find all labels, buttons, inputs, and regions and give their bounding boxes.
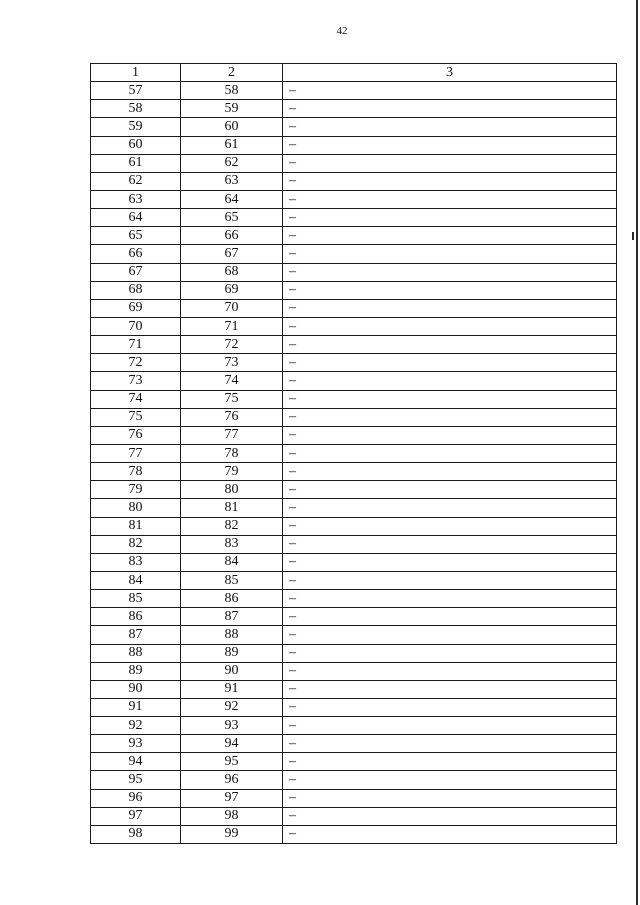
cell-col-1: 74 bbox=[91, 390, 181, 408]
cell-col-3: – bbox=[283, 190, 617, 208]
table-row bbox=[91, 100, 617, 118]
table-row bbox=[91, 426, 617, 444]
table-row bbox=[91, 608, 617, 626]
cell-col-3: – bbox=[283, 717, 617, 735]
table-row bbox=[91, 535, 617, 553]
table-row bbox=[91, 717, 617, 735]
cell-col-3: – bbox=[283, 753, 617, 771]
cell-col-2: 94 bbox=[181, 735, 283, 753]
cell-col-2: 63 bbox=[181, 172, 283, 190]
cell-col-3: – bbox=[283, 590, 617, 608]
cell-col-1: 89 bbox=[91, 662, 181, 680]
cell-col-2: 82 bbox=[181, 517, 283, 535]
cell-col-2: 65 bbox=[181, 209, 283, 227]
cell-col-3: – bbox=[283, 517, 617, 535]
table-row bbox=[91, 209, 617, 227]
table-row bbox=[91, 680, 617, 698]
cell-col-1: 82 bbox=[91, 535, 181, 553]
cell-col-1: 85 bbox=[91, 590, 181, 608]
cell-col-1: 68 bbox=[91, 281, 181, 299]
table-row bbox=[91, 698, 617, 716]
cell-col-2: 81 bbox=[181, 499, 283, 517]
table-row bbox=[91, 571, 617, 589]
table-row bbox=[91, 735, 617, 753]
cell-col-1: 61 bbox=[91, 154, 181, 172]
cell-col-3: – bbox=[283, 807, 617, 825]
page-number: 42 bbox=[336, 25, 348, 37]
cell-col-1: 95 bbox=[91, 771, 181, 789]
cell-col-2: 95 bbox=[181, 753, 283, 771]
cell-col-1: 96 bbox=[91, 789, 181, 807]
cell-col-2: 98 bbox=[181, 807, 283, 825]
cell-col-3: – bbox=[283, 662, 617, 680]
table-header bbox=[91, 64, 617, 82]
table-row bbox=[91, 390, 617, 408]
cell-col-3: – bbox=[283, 535, 617, 553]
cell-col-1: 60 bbox=[91, 136, 181, 154]
cell-col-3: – bbox=[283, 571, 617, 589]
cell-col-1: 92 bbox=[91, 717, 181, 735]
cell-col-3: – bbox=[283, 263, 617, 281]
page-edge-line bbox=[636, 0, 638, 905]
table-row bbox=[91, 263, 617, 281]
cell-col-1: 77 bbox=[91, 444, 181, 462]
cell-col-1: 58 bbox=[91, 100, 181, 118]
cell-col-2: 88 bbox=[181, 626, 283, 644]
cell-col-2: 74 bbox=[181, 372, 283, 390]
cell-col-2: 77 bbox=[181, 426, 283, 444]
table-row bbox=[91, 662, 617, 680]
table-row bbox=[91, 644, 617, 662]
cell-col-2: 72 bbox=[181, 336, 283, 354]
cell-col-2: 64 bbox=[181, 190, 283, 208]
cell-col-1: 87 bbox=[91, 626, 181, 644]
table-row bbox=[91, 771, 617, 789]
cell-col-1: 75 bbox=[91, 408, 181, 426]
cell-col-3: – bbox=[283, 299, 617, 317]
table-row bbox=[91, 825, 617, 843]
cell-col-2: 93 bbox=[181, 717, 283, 735]
cell-col-2: 97 bbox=[181, 789, 283, 807]
cell-col-3: – bbox=[283, 354, 617, 372]
page-edge-mark bbox=[632, 232, 634, 240]
cell-col-1: 78 bbox=[91, 463, 181, 481]
cell-col-2: 62 bbox=[181, 154, 283, 172]
cell-col-1: 65 bbox=[91, 227, 181, 245]
cell-col-3: – bbox=[283, 100, 617, 118]
cell-col-1: 97 bbox=[91, 807, 181, 825]
cell-col-3: – bbox=[283, 825, 617, 843]
cell-col-2: 61 bbox=[181, 136, 283, 154]
cell-col-2: 78 bbox=[181, 444, 283, 462]
cell-col-2: 90 bbox=[181, 662, 283, 680]
table-row bbox=[91, 281, 617, 299]
cell-col-3: – bbox=[283, 209, 617, 227]
cell-col-3: – bbox=[283, 336, 617, 354]
table-row bbox=[91, 372, 617, 390]
cell-col-1: 84 bbox=[91, 571, 181, 589]
table-row bbox=[91, 590, 617, 608]
cell-col-2: 59 bbox=[181, 100, 283, 118]
cell-col-3: – bbox=[283, 82, 617, 100]
cell-col-1: 79 bbox=[91, 481, 181, 499]
cell-col-1: 67 bbox=[91, 263, 181, 281]
cell-col-2: 73 bbox=[181, 354, 283, 372]
table-row bbox=[91, 245, 617, 263]
cell-col-1: 69 bbox=[91, 299, 181, 317]
cell-col-3: – bbox=[283, 680, 617, 698]
cell-col-3: – bbox=[283, 789, 617, 807]
cell-col-3: – bbox=[283, 608, 617, 626]
cell-col-1: 59 bbox=[91, 118, 181, 136]
cell-col-2: 99 bbox=[181, 825, 283, 843]
cell-col-3: – bbox=[283, 154, 617, 172]
cell-col-3: – bbox=[283, 463, 617, 481]
cell-col-3: – bbox=[283, 698, 617, 716]
table-row bbox=[91, 553, 617, 571]
table-row bbox=[91, 517, 617, 535]
cell-col-3: – bbox=[283, 317, 617, 335]
cell-col-3: – bbox=[283, 499, 617, 517]
cell-col-3: – bbox=[283, 771, 617, 789]
table-body bbox=[91, 82, 617, 844]
cell-col-2: 79 bbox=[181, 463, 283, 481]
cell-col-2: 75 bbox=[181, 390, 283, 408]
cell-col-1: 57 bbox=[91, 82, 181, 100]
cell-col-2: 58 bbox=[181, 82, 283, 100]
cell-col-1: 66 bbox=[91, 245, 181, 263]
cell-col-1: 86 bbox=[91, 608, 181, 626]
table-row bbox=[91, 354, 617, 372]
cell-col-3: – bbox=[283, 735, 617, 753]
cell-col-2: 83 bbox=[181, 535, 283, 553]
cell-col-1: 90 bbox=[91, 680, 181, 698]
cell-col-3: – bbox=[283, 426, 617, 444]
table-row bbox=[91, 481, 617, 499]
cell-col-2: 86 bbox=[181, 590, 283, 608]
cell-col-1: 70 bbox=[91, 317, 181, 335]
cell-col-1: 93 bbox=[91, 735, 181, 753]
column-header-3: 3 bbox=[283, 64, 617, 82]
table-row bbox=[91, 154, 617, 172]
cell-col-1: 64 bbox=[91, 209, 181, 227]
cell-col-3: – bbox=[283, 444, 617, 462]
cell-col-2: 85 bbox=[181, 571, 283, 589]
cell-col-1: 71 bbox=[91, 336, 181, 354]
cell-col-2: 71 bbox=[181, 317, 283, 335]
cell-col-3: – bbox=[283, 227, 617, 245]
cell-col-2: 96 bbox=[181, 771, 283, 789]
table-row bbox=[91, 444, 617, 462]
cell-col-1: 62 bbox=[91, 172, 181, 190]
cell-col-2: 69 bbox=[181, 281, 283, 299]
cell-col-1: 94 bbox=[91, 753, 181, 771]
cell-col-3: – bbox=[283, 245, 617, 263]
table-row bbox=[91, 317, 617, 335]
cell-col-2: 91 bbox=[181, 680, 283, 698]
cell-col-1: 73 bbox=[91, 372, 181, 390]
cell-col-2: 80 bbox=[181, 481, 283, 499]
cell-col-1: 76 bbox=[91, 426, 181, 444]
table-row bbox=[91, 82, 617, 100]
cell-col-2: 60 bbox=[181, 118, 283, 136]
cell-col-3: – bbox=[283, 553, 617, 571]
column-header-2: 2 bbox=[181, 64, 283, 82]
cell-col-1: 98 bbox=[91, 825, 181, 843]
cell-col-3: – bbox=[283, 626, 617, 644]
cell-col-2: 92 bbox=[181, 698, 283, 716]
table-row bbox=[91, 807, 617, 825]
data-table bbox=[90, 63, 617, 844]
cell-col-1: 80 bbox=[91, 499, 181, 517]
cell-col-1: 72 bbox=[91, 354, 181, 372]
cell-col-2: 87 bbox=[181, 608, 283, 626]
table-row bbox=[91, 136, 617, 154]
cell-col-1: 88 bbox=[91, 644, 181, 662]
cell-col-2: 67 bbox=[181, 245, 283, 263]
cell-col-3: – bbox=[283, 408, 617, 426]
cell-col-2: 76 bbox=[181, 408, 283, 426]
table-row bbox=[91, 118, 617, 136]
table-row bbox=[91, 190, 617, 208]
table-row bbox=[91, 463, 617, 481]
cell-col-2: 70 bbox=[181, 299, 283, 317]
table-row bbox=[91, 499, 617, 517]
cell-col-3: – bbox=[283, 390, 617, 408]
cell-col-3: – bbox=[283, 136, 617, 154]
table-row bbox=[91, 172, 617, 190]
cell-col-1: 63 bbox=[91, 190, 181, 208]
column-header-1: 1 bbox=[91, 64, 181, 82]
cell-col-2: 89 bbox=[181, 644, 283, 662]
cell-col-1: 91 bbox=[91, 698, 181, 716]
cell-col-3: – bbox=[283, 172, 617, 190]
table-row bbox=[91, 336, 617, 354]
table-row bbox=[91, 299, 617, 317]
table-row bbox=[91, 753, 617, 771]
cell-col-3: – bbox=[283, 118, 617, 136]
cell-col-1: 81 bbox=[91, 517, 181, 535]
cell-col-3: – bbox=[283, 372, 617, 390]
cell-col-3: – bbox=[283, 481, 617, 499]
cell-col-1: 83 bbox=[91, 553, 181, 571]
cell-col-2: 68 bbox=[181, 263, 283, 281]
table-header-row bbox=[91, 64, 617, 82]
cell-col-2: 66 bbox=[181, 227, 283, 245]
table-row bbox=[91, 626, 617, 644]
table-row bbox=[91, 227, 617, 245]
cell-col-3: – bbox=[283, 281, 617, 299]
cell-col-3: – bbox=[283, 644, 617, 662]
table-row bbox=[91, 408, 617, 426]
table-row bbox=[91, 789, 617, 807]
cell-col-2: 84 bbox=[181, 553, 283, 571]
